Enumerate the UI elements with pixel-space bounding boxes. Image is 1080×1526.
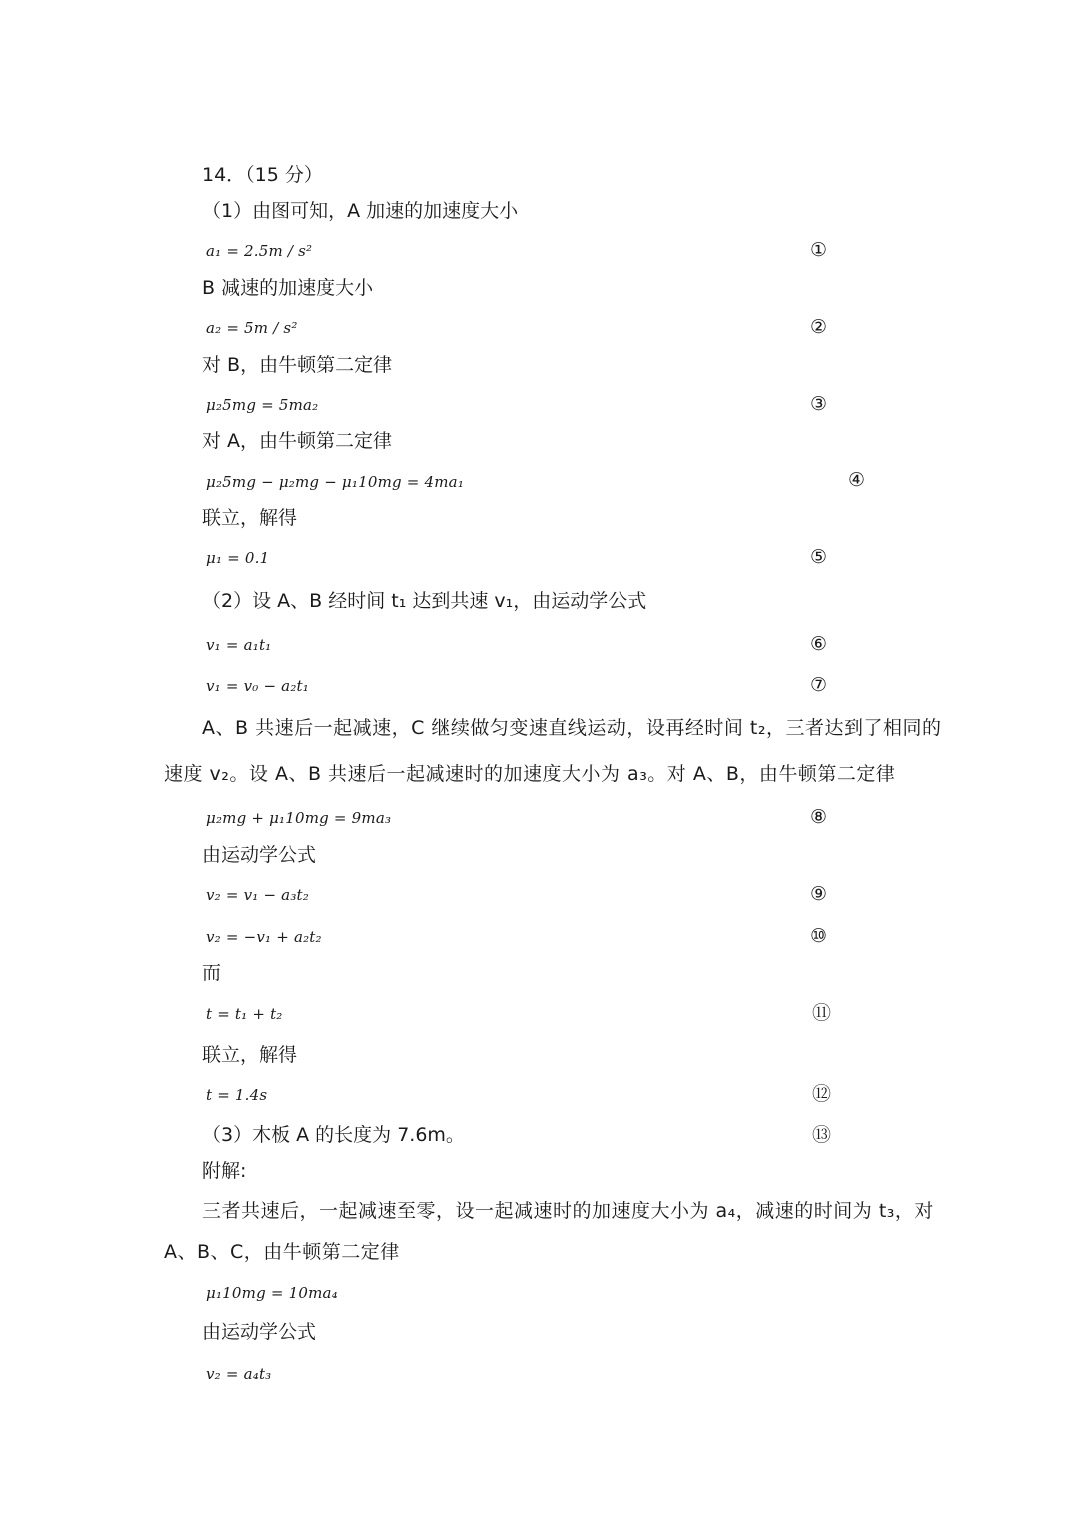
question-heading: 14．（15 分） <box>202 164 323 186</box>
equation-6: v₁ = a₁t₁ <box>206 636 272 654</box>
b-newton-label: 对 B，由牛顿第二定律 <box>202 354 393 376</box>
equation-9: v₂ = v₁ − a₃t₂ <box>206 886 309 904</box>
appendix-label: 附解: <box>202 1160 247 1182</box>
equation-number-10: ⑩ <box>810 925 828 947</box>
part2-paragraph-line2: 速度 v₂。设 A、B 共速后一起减速时的加速度大小为 a₃。对 A、B，由牛顿第二定律 <box>164 763 896 785</box>
equation-number-3: ③ <box>810 393 828 415</box>
equation-11: t = t₁ + t₂ <box>206 1005 283 1023</box>
a-newton-label: 对 A，由牛顿第二定律 <box>202 430 393 452</box>
equation-number-2: ② <box>810 316 828 338</box>
equation-number-7: ⑦ <box>810 674 828 696</box>
appendix-paragraph-line2: A、B、C，由牛顿第二定律 <box>164 1241 400 1263</box>
equation-number-6: ⑥ <box>810 633 828 655</box>
part2-paragraph-line1: A、B 共速后一起减速，C 继续做匀变速直线运动，设再经时间 t₂，三者达到了相同的 <box>202 717 942 739</box>
equation-number-8: ⑧ <box>810 806 828 828</box>
equation-7: v₁ = v₀ − a₂t₁ <box>206 677 309 695</box>
equation-number-9: ⑨ <box>810 883 828 905</box>
equation-8: μ₂mg + μ₁10mg = 9ma₃ <box>206 809 392 827</box>
solve-label-2: 联立，解得 <box>202 1044 298 1066</box>
equation-5: μ₁ = 0.1 <box>206 549 270 567</box>
part1-intro: （1）由图可知，A 加速的加速度大小 <box>202 200 519 222</box>
equation-14: μ₁10mg = 10ma₄ <box>206 1284 338 1302</box>
b-decel-label: B 减速的加速度大小 <box>202 277 374 299</box>
kinematics-label-1: 由运动学公式 <box>202 844 317 866</box>
equation-10: v₂ = −v₁ + a₂t₂ <box>206 928 322 946</box>
equation-number-12: ⑫ <box>812 1083 832 1105</box>
equation-12: t = 1.4s <box>206 1086 268 1104</box>
and-label: 而 <box>202 962 222 984</box>
equation-number-5: ⑤ <box>810 546 828 568</box>
equation-4: μ₂5mg − μ₂mg − μ₁10mg = 4ma₁ <box>206 473 465 491</box>
equation-number-13: ⑬ <box>812 1124 832 1146</box>
part2-intro: （2）设 A、B 经时间 t₁ 达到共速 v₁，由运动学公式 <box>202 590 647 612</box>
kinematics-label-2: 由运动学公式 <box>202 1321 317 1343</box>
appendix-paragraph-line1: 三者共速后，一起减速至零，设一起减速时的加速度大小为 a₄，减速的时间为 t₃，对 <box>202 1200 934 1222</box>
equation-15: v₂ = a₄t₃ <box>206 1365 272 1383</box>
equation-number-1: ① <box>810 239 828 261</box>
part3-answer: （3）木板 A 的长度为 7.6m。 <box>202 1124 465 1146</box>
equation-number-11: ⑪ <box>812 1002 832 1024</box>
equation-3: μ₂5mg = 5ma₂ <box>206 396 319 414</box>
equation-1: a₁ = 2.5m / s² <box>206 242 313 260</box>
equation-2: a₂ = 5m / s² <box>206 319 298 337</box>
solve-label-1: 联立，解得 <box>202 507 298 529</box>
equation-number-4: ④ <box>848 469 866 491</box>
